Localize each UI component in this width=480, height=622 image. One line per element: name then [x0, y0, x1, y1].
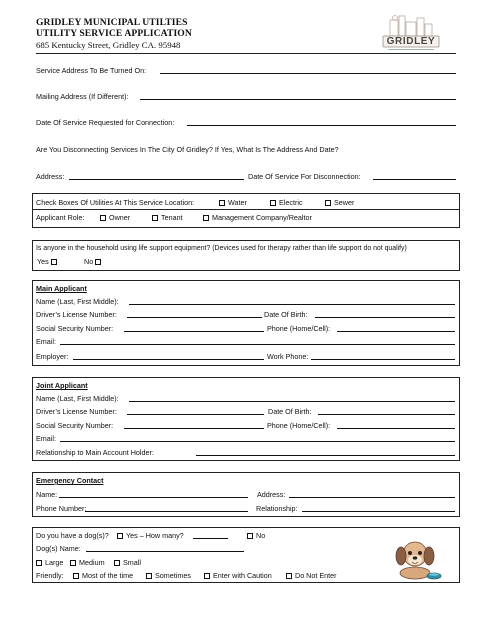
- life-support-no[interactable]: No: [84, 257, 104, 266]
- logo-text: GRIDLEY: [386, 36, 436, 47]
- applicant-role-label: Applicant Role:: [36, 213, 85, 222]
- checkbox-icon: [204, 573, 210, 579]
- checkbox-icon: [95, 259, 101, 265]
- checkbox-icon: [36, 560, 42, 566]
- mailing-address-field[interactable]: [140, 99, 456, 100]
- checkbox-icon: [203, 215, 209, 221]
- form-title: UTILITY SERVICE APPLICATION: [36, 28, 192, 39]
- sewer-checkbox[interactable]: Sewer: [325, 198, 354, 207]
- emergency-relationship-label: Relationship:: [256, 504, 298, 513]
- emergency-name-field[interactable]: [59, 497, 248, 498]
- tenant-checkbox[interactable]: Tenant: [152, 213, 183, 222]
- main-name-label: Name (Last, First Middle):: [36, 297, 119, 306]
- dog-count-field[interactable]: [193, 538, 228, 539]
- joint-license-field[interactable]: [127, 414, 264, 415]
- checkbox-icon: [146, 573, 152, 579]
- joint-applicant-title: Joint Applicant: [36, 381, 88, 390]
- dog-names-field[interactable]: [86, 551, 244, 552]
- joint-dob-field[interactable]: [318, 414, 455, 415]
- joint-email-label: Email:: [36, 434, 56, 443]
- main-license-label: Driver’s License Number:: [36, 310, 117, 319]
- main-employer-label: Employer:: [36, 352, 69, 361]
- service-address-label: Service Address To Be Turned On:: [36, 66, 147, 75]
- service-address-field[interactable]: [160, 73, 456, 74]
- owner-checkbox[interactable]: Owner: [100, 213, 130, 222]
- gridley-logo: [382, 12, 440, 52]
- management-checkbox[interactable]: Management Company/Realtor: [203, 213, 312, 222]
- joint-name-field[interactable]: [129, 401, 455, 402]
- date-requested-label: Date Of Service Requested for Connection:: [36, 118, 175, 127]
- joint-name-label: Name (Last, First Middle):: [36, 394, 119, 403]
- checkbox-icon: [70, 560, 76, 566]
- joint-dob-label: Date Of Birth:: [268, 407, 312, 416]
- emergency-address-field[interactable]: [289, 497, 455, 498]
- main-dob-label: Date Of Birth:: [264, 310, 308, 319]
- org-title: GRIDLEY MUNICIPAL UTILTIES: [36, 17, 188, 28]
- dog-names-label: Dog(s) Name:: [36, 544, 81, 553]
- disconnect-date-field[interactable]: [373, 179, 456, 180]
- dog-small-checkbox[interactable]: Small: [114, 558, 141, 567]
- friendly-do-not-enter-checkbox[interactable]: Do Not Enter: [286, 571, 337, 580]
- main-applicant-title: Main Applicant: [36, 284, 87, 293]
- emergency-relationship-field[interactable]: [302, 511, 455, 512]
- utilities-label: Check Boxes Of Utilities At This Service Location:: [36, 198, 195, 207]
- checkbox-icon: [152, 215, 158, 221]
- joint-phone-label: Phone (Home/Cell):: [267, 421, 331, 430]
- dog-medium-checkbox[interactable]: Medium: [70, 558, 105, 567]
- checkbox-icon: [325, 200, 331, 206]
- disconnect-address-label: Address:: [36, 172, 65, 181]
- dog-no-checkbox[interactable]: No: [247, 531, 265, 540]
- friendly-caution-checkbox[interactable]: Enter with Caution: [204, 571, 272, 580]
- checkbox-icon: [286, 573, 292, 579]
- friendly-most-checkbox[interactable]: Most of the time: [73, 571, 133, 580]
- emergency-phone-field[interactable]: [85, 511, 248, 512]
- joint-ssn-label: Social Security Number:: [36, 421, 114, 430]
- checkbox-icon: [114, 560, 120, 566]
- checkbox-icon: [247, 533, 253, 539]
- disconnect-date-label: Date Of Service For Disconnection:: [248, 172, 361, 181]
- emergency-name-label: Name:: [36, 490, 58, 499]
- disconnect-address-field[interactable]: [69, 179, 244, 180]
- utilities-divider: [32, 209, 460, 210]
- main-work-phone-field[interactable]: [311, 359, 455, 360]
- life-support-yes[interactable]: Yes: [37, 257, 60, 266]
- main-dob-field[interactable]: [315, 317, 455, 318]
- emergency-phone-label: Phone Number:: [36, 504, 87, 513]
- emergency-address-label: Address:: [257, 490, 286, 499]
- main-ssn-field[interactable]: [124, 331, 264, 332]
- electric-checkbox[interactable]: Electric: [270, 198, 303, 207]
- mailing-address-label: Mailing Address (If Different):: [36, 92, 129, 101]
- checkbox-icon: [100, 215, 106, 221]
- joint-license-label: Driver’s License Number:: [36, 407, 117, 416]
- checkbox-icon: [51, 259, 57, 265]
- joint-relationship-label: Relationship to Main Account Holder:: [36, 448, 154, 457]
- disconnect-question: Are You Disconnecting Services In The City Of Gridley? If Yes, What Is The Address And Date?: [36, 145, 339, 154]
- emergency-title: Emergency Contact: [36, 476, 104, 485]
- joint-phone-field[interactable]: [337, 428, 455, 429]
- main-license-field[interactable]: [127, 317, 262, 318]
- main-work-phone-label: Work Phone:: [267, 352, 309, 361]
- life-support-question: Is anyone in the household using life support equipment? (Devices used for therapy rather than life support do not qualify): [36, 245, 407, 252]
- dog-yes-checkbox[interactable]: Yes – How many?: [117, 531, 184, 540]
- checkbox-icon: [219, 200, 225, 206]
- main-phone-label: Phone (Home/Cell):: [267, 324, 331, 333]
- main-email-label: Email:: [36, 337, 56, 346]
- water-checkbox[interactable]: Water: [219, 198, 247, 207]
- joint-ssn-field[interactable]: [124, 428, 264, 429]
- main-employer-field[interactable]: [73, 359, 264, 360]
- main-applicant-box: [32, 280, 460, 366]
- dog-large-checkbox[interactable]: Large: [36, 558, 63, 567]
- joint-relationship-field[interactable]: [196, 455, 455, 456]
- checkbox-icon: [270, 200, 276, 206]
- checkbox-icon: [73, 573, 79, 579]
- friendly-sometimes-checkbox[interactable]: Sometimes: [146, 571, 191, 580]
- dog-friendly-label: Friendly:: [36, 571, 64, 580]
- date-requested-field[interactable]: [187, 125, 456, 126]
- header-rule: [36, 53, 456, 54]
- main-phone-field[interactable]: [337, 331, 455, 332]
- main-email-field[interactable]: [60, 344, 455, 345]
- dog-question: Do you have a dog(s)?: [36, 531, 109, 540]
- checkbox-icon: [117, 533, 123, 539]
- joint-email-field[interactable]: [60, 441, 455, 442]
- main-name-field[interactable]: [129, 304, 455, 305]
- dog-icon: [393, 535, 443, 581]
- main-ssn-label: Social Security Number:: [36, 324, 114, 333]
- org-address: 685 Kentucky Street, Gridley CA. 95948: [36, 40, 181, 50]
